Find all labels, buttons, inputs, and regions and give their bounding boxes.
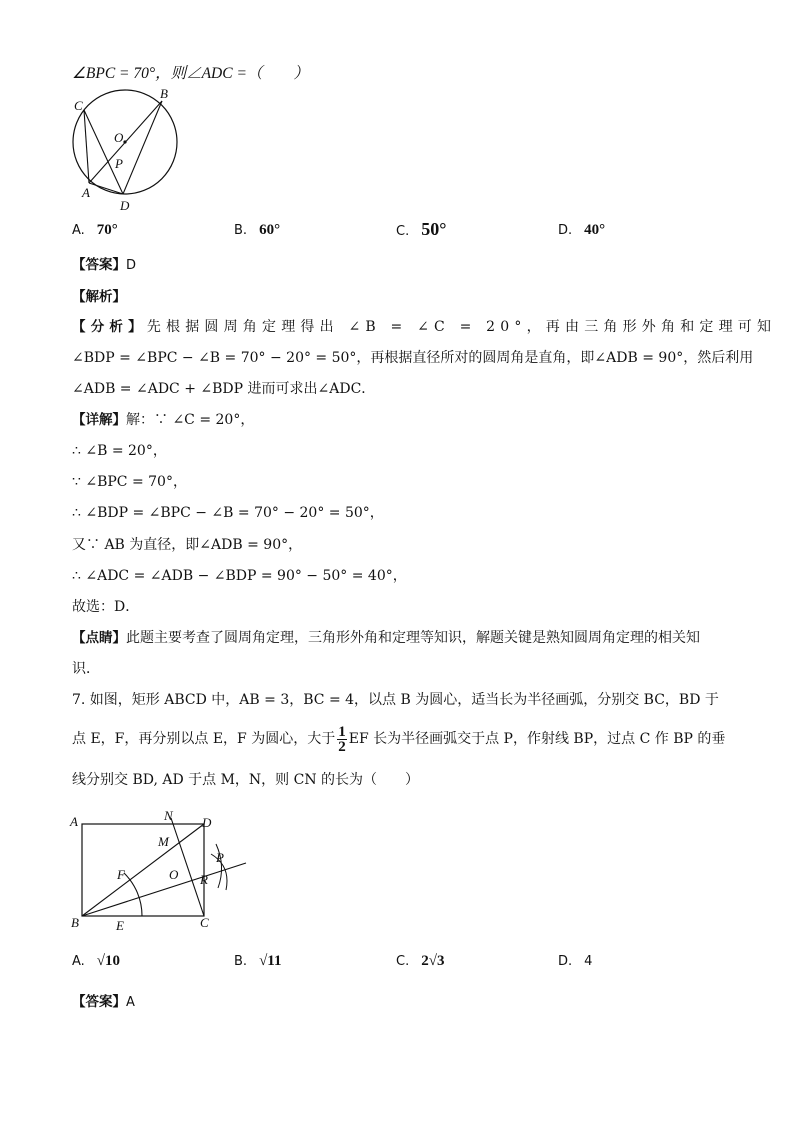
q7-label-m: M: [158, 834, 169, 849]
q6-option-b[interactable]: B. 60°: [234, 222, 281, 238]
q7-label-e: E: [116, 918, 124, 933]
q6-analysis-heading: 【解析】: [72, 289, 126, 305]
q7-option-c[interactable]: C. 2√3: [396, 953, 445, 969]
q6-label-p: P: [115, 156, 123, 171]
q6-label-a: A: [82, 185, 90, 200]
q7-label-f: F: [117, 867, 125, 882]
q6-answer: 【答案】D: [72, 257, 137, 273]
q6-option-c[interactable]: C. 50°: [396, 219, 447, 239]
q7-rectangle-figure: [66, 806, 256, 936]
q6-fenxi-line-1: 【分析】先根据圆周角定理得出 ∠B = ∠C = 20°，再由三角形外角和定理可知: [72, 319, 777, 335]
q7-label-r: R: [200, 872, 208, 887]
q7-label-a: A: [70, 814, 78, 829]
q6-stem-continuation: ∠BPC = 70°，则∠ADC =（ ）: [72, 65, 309, 82]
q6-detail-line-2: ∴ ∠B = 20°，: [72, 443, 167, 459]
q7-label-o: O: [169, 867, 179, 882]
q6-detail-line-6: ∴ ∠ADC = ∠ADB − ∠BDP = 90° − 50° = 40°，: [72, 568, 407, 584]
q7-option-d[interactable]: D. 4: [558, 954, 593, 969]
q7-label-n: N: [164, 808, 173, 823]
q6-option-d[interactable]: D. 40°: [558, 222, 606, 238]
q7-stem-line-2: 点 E，F，再分别以点 E，F 为圆心，大于 $\frac{1}{2}$ EF 长为半径画弧交于点 P，作射线 BP，过点 C 作 BP 的垂: [72, 723, 726, 755]
q6-detail-line-1: 【详解】解：∵ ∠C = 20°，: [72, 412, 255, 428]
q6-detail-line-4: ∴ ∠BDP = ∠BPC − ∠B = 70° − 20° = 50°，: [72, 505, 384, 521]
q7-option-a[interactable]: A. √10: [72, 953, 121, 969]
q6-label-c: C: [74, 98, 83, 113]
q6-detail-line-5: 又∵ AB 为直径，即∠ADB = 90°，: [72, 537, 303, 553]
q6-fenxi-line-2: ∠BDP = ∠BPC − ∠B = 70° − 20° = 50°，再根据直径所对的圆周角是直角，即∠ADB = 90°，然后利用: [72, 350, 754, 366]
q7-answer: 【答案】A: [72, 994, 135, 1010]
q6-label-o: O: [114, 130, 124, 145]
q7-stem-line-1: 7. 如图，矩形 ABCD 中，AB = 3，BC = 4，以点 B 为圆心，适当长为半径画弧，分别交 BC，BD 于: [72, 692, 719, 708]
q6-dianjing-line-1: 【点睛】此题主要考查了圆周角定理，三角形外角和定理等知识，解题关键是熟知圆周角定理的相关知: [72, 630, 700, 646]
q6-option-a[interactable]: A. 70°: [72, 222, 118, 238]
q6-label-b: B: [160, 86, 168, 101]
q6-label-d: D: [120, 198, 130, 213]
q6-dianjing-line-2: 识．: [72, 661, 100, 677]
q7-label-b: B: [71, 915, 79, 930]
q7-label-d: D: [202, 815, 212, 830]
q7-label-c: C: [200, 915, 209, 930]
q7-label-p: P: [216, 850, 224, 865]
q7-stem-line-3: 线分别交 BD, AD 于点 M，N，则 CN 的长为（ ）: [72, 772, 420, 788]
q6-fenxi-line-3: ∠ADB = ∠ADC + ∠BDP 进而可求出∠ADC．: [72, 381, 376, 397]
q6-detail-line-3: ∵ ∠BPC = 70°，: [72, 474, 187, 490]
q6-detail-line-7: 故选：D．: [72, 599, 140, 615]
q7-option-b[interactable]: B. √11: [234, 953, 282, 969]
q7-fraction-half: $\frac{1}{2}$: [338, 723, 346, 755]
q6-circle-figure: [62, 86, 192, 220]
